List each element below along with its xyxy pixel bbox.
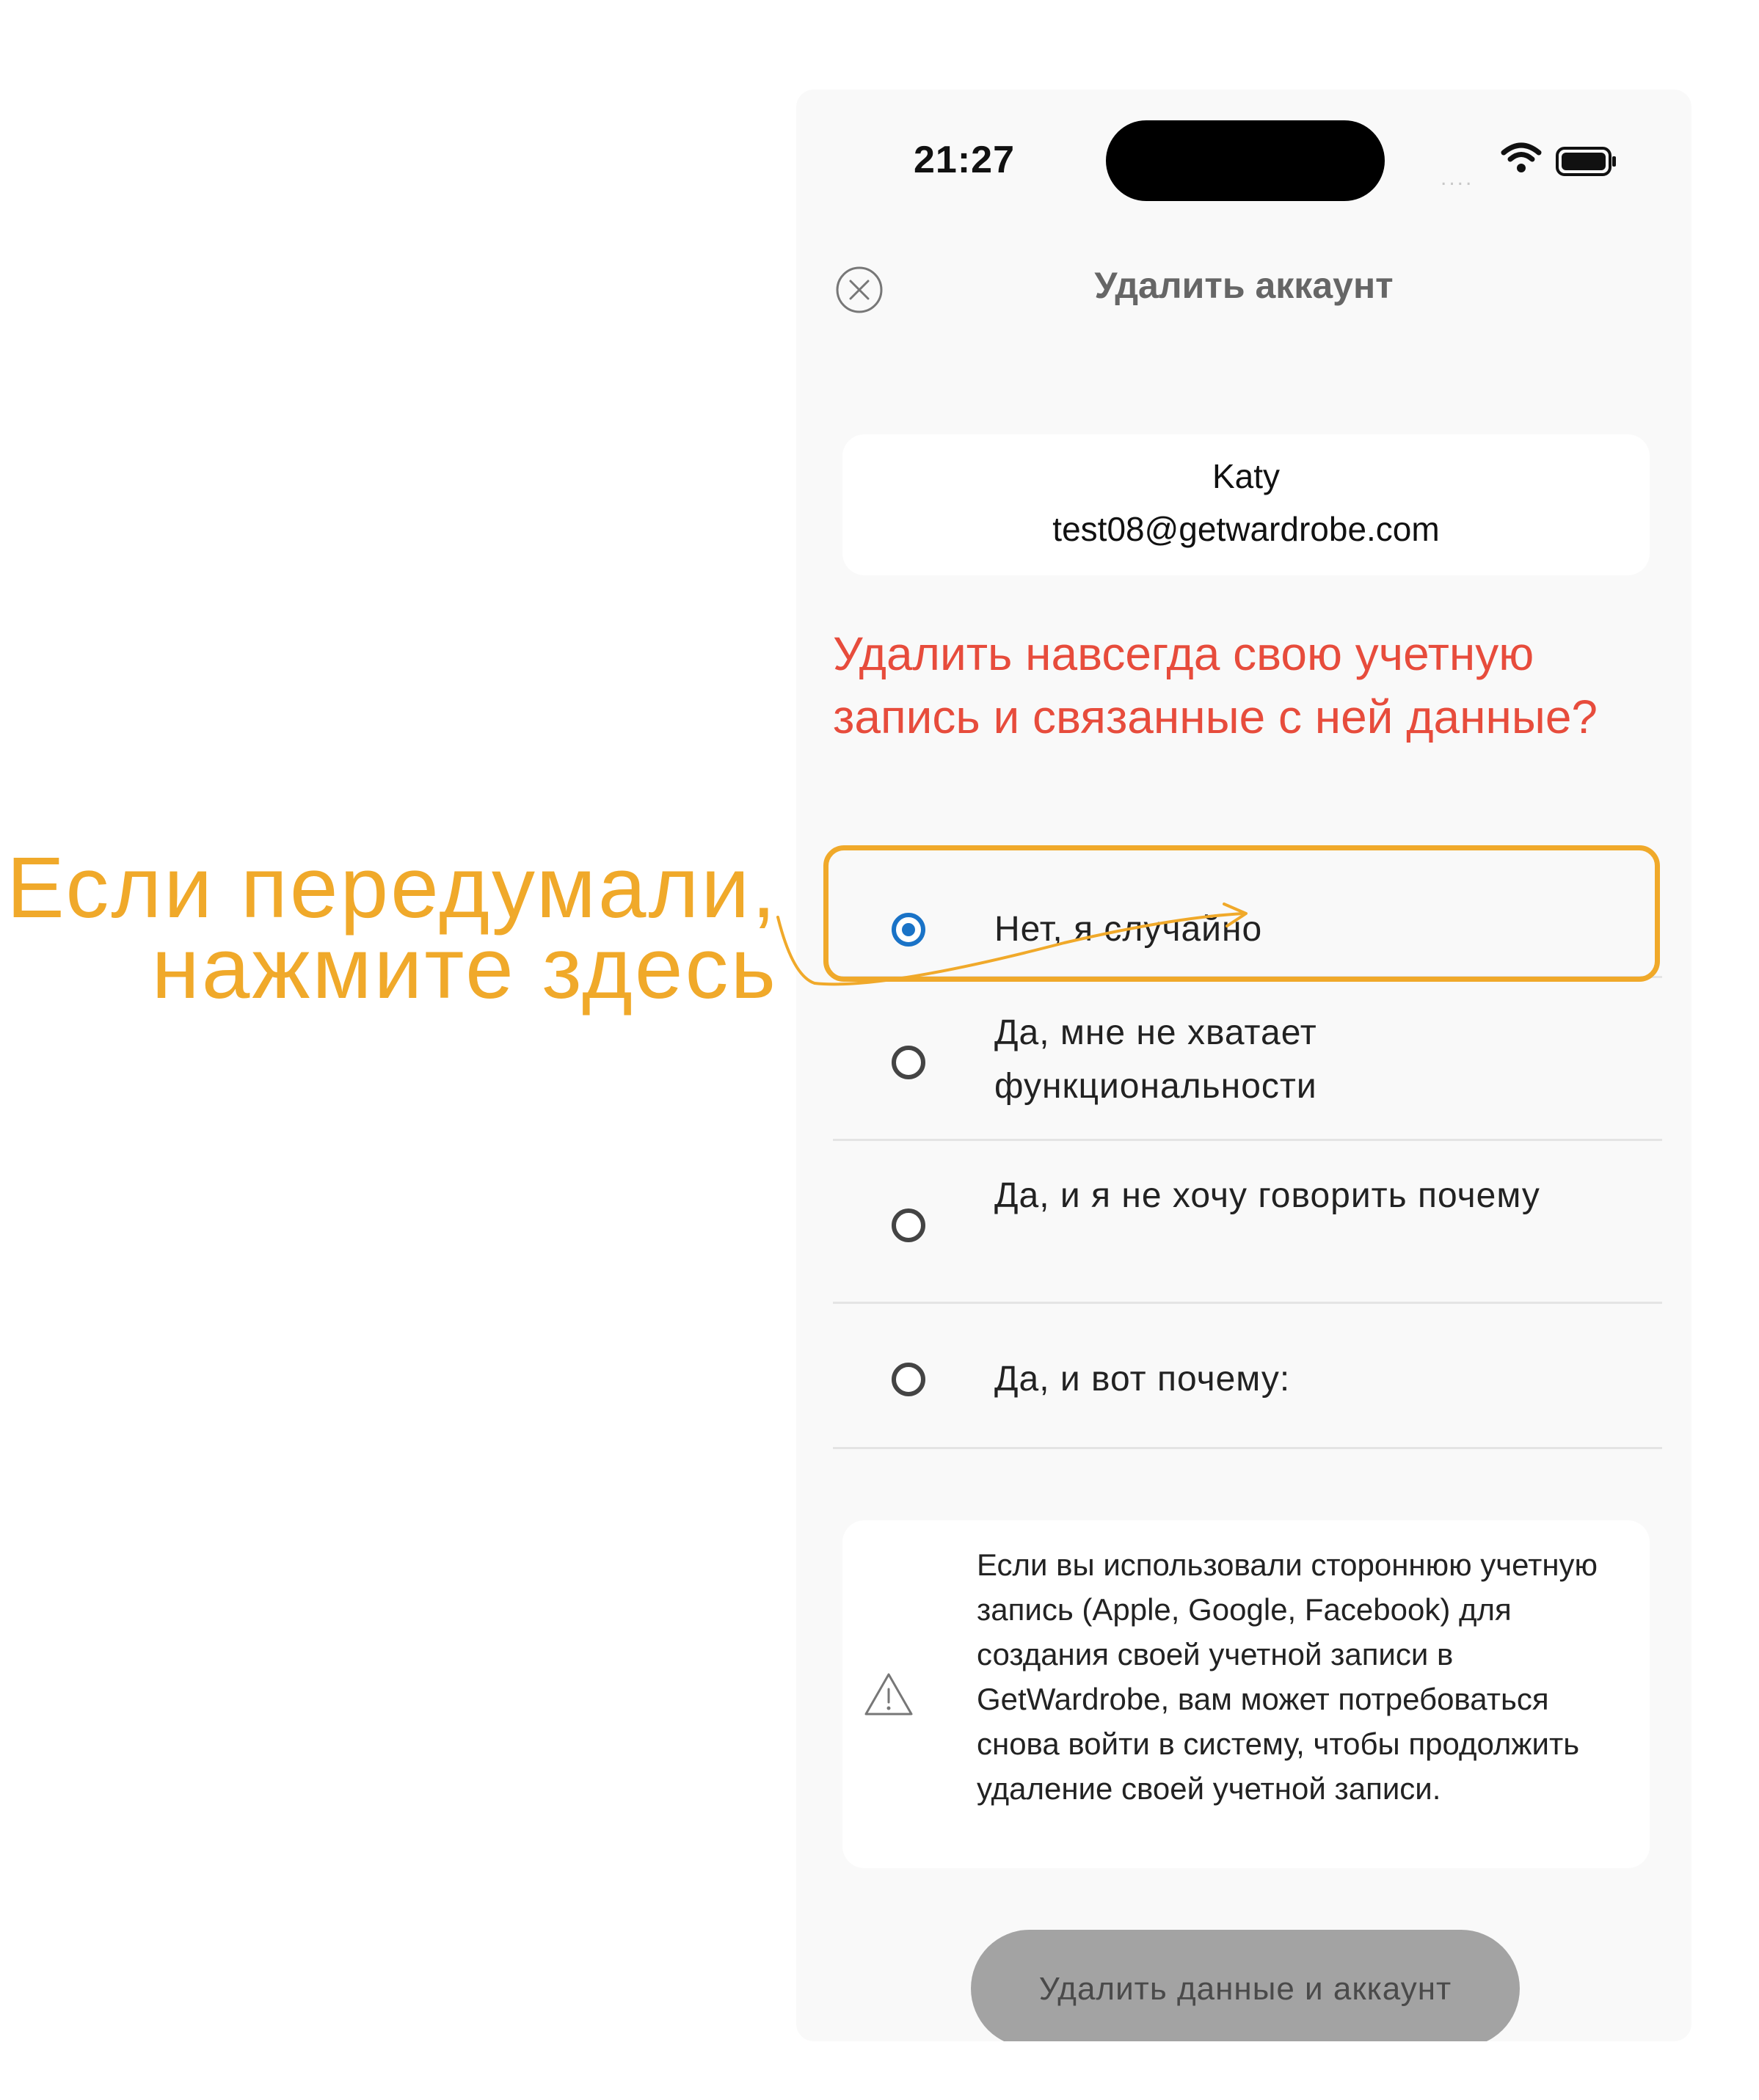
annotation-line-1: Если передумали, [7,839,778,936]
info-text: Если вы использовали стороннюю учетную запись (Apple, Google, Facebook) для создания своей учетной записи в GetWardrobe, вам может потребоваться снова войти в систему, чтобы продолжить удаление своей учетной записи. [977,1547,1598,1806]
option-missing-features[interactable] [833,978,1662,1140]
radio-button[interactable] [892,1363,925,1396]
annotation-text [0,839,778,1017]
radio-button[interactable] [892,1046,925,1079]
delete-question: Удалить навсегда свою учетную запись и связанные с ней данные? [833,627,1598,743]
option-no-reason[interactable] [833,1141,1662,1302]
battery-icon [1556,147,1617,176]
option-label: Да, и вот почему: [994,1360,1291,1399]
account-email: test08@getwardrobe.com [1052,510,1440,548]
signal-icon: .... [1441,166,1474,190]
delete-account-button[interactable] [971,1930,1520,2041]
option-with-reason[interactable] [833,1304,1662,1448]
option-label: Да, и я не хочу говорить почему [994,1176,1540,1215]
account-name: Katy [1212,457,1281,495]
delete-button-label: Удалить данные и аккаунт [1038,1971,1452,2007]
page-title: Удалить аккаунт [1094,265,1394,306]
account-card [842,434,1650,575]
phone-screen [796,90,1691,2041]
radio-button[interactable] [892,1208,925,1242]
warning-icon [863,1671,914,1717]
annotation-line-2: нажмите здесь [151,920,778,1017]
wifi-icon [1501,142,1542,175]
option-label: Да, мне не хватает функциональности [994,1013,1317,1106]
status-time: 21:27 [914,139,1015,181]
highlight-box [823,845,1660,982]
dynamic-island [1106,120,1385,201]
info-card [842,1520,1650,1868]
option-label: Нет, я случайно [994,910,1263,949]
divider [833,1447,1662,1449]
